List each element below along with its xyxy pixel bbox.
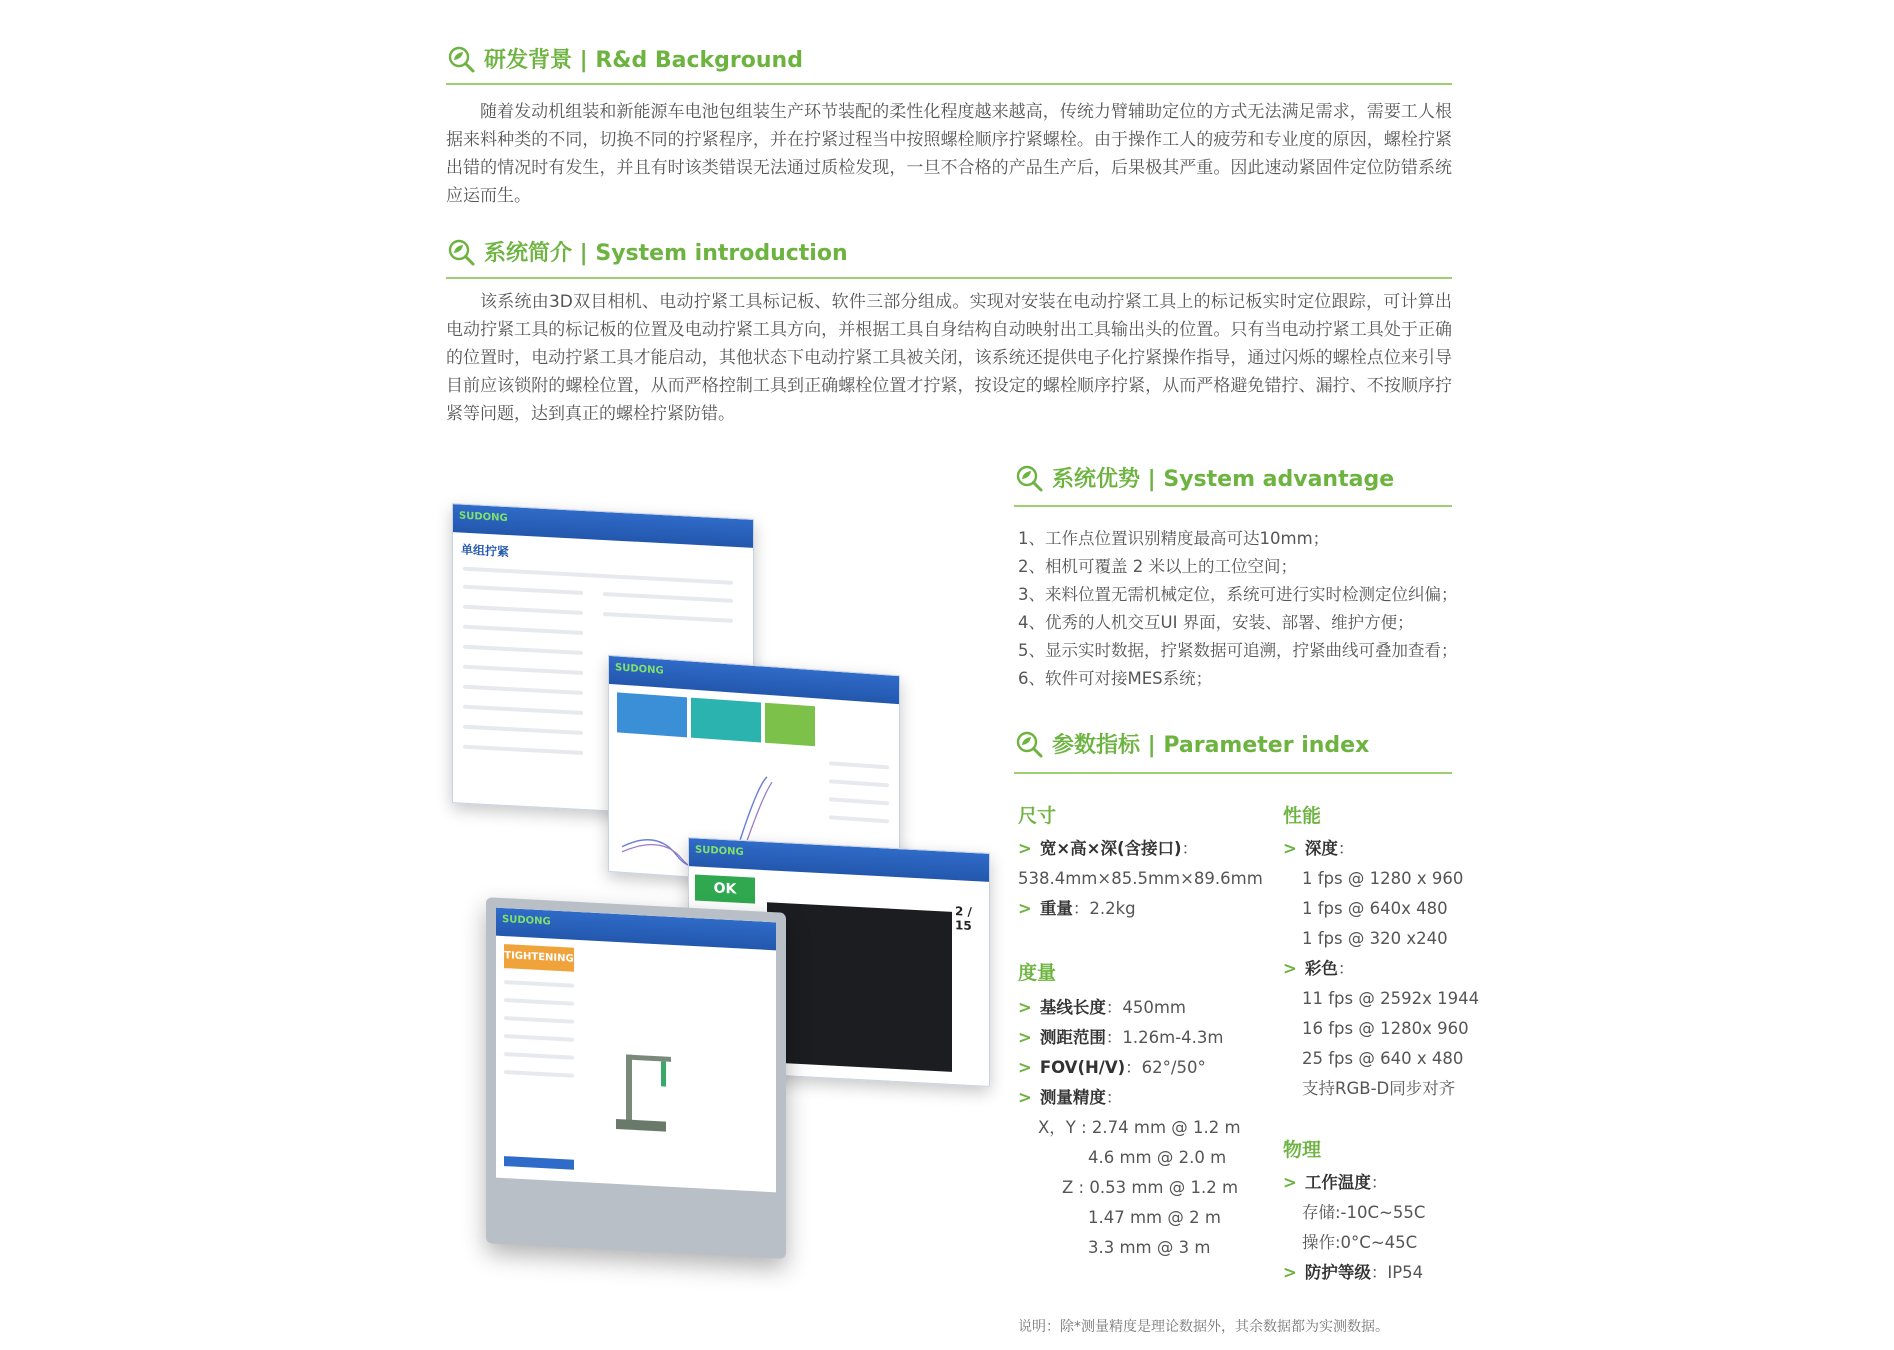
magnifier-leaf-icon <box>1014 463 1044 493</box>
robot-arm-illustration <box>606 1033 686 1137</box>
param-color: > 彩色： <box>1283 959 1355 978</box>
section-title: 参数指标 | Parameter index <box>1052 733 1370 758</box>
list-item: 1、工作点位置识别精度最高可达10mm； <box>1018 529 1330 548</box>
magnifier-leaf-icon <box>446 237 476 267</box>
screen-title: 单组拧紧 <box>461 542 510 560</box>
divider <box>446 277 1452 279</box>
section-title: 系统简介 | System introduction <box>484 241 848 266</box>
software-screens-collage <box>430 505 1000 1275</box>
sudong-logo: SUDONG <box>615 662 664 677</box>
param-baseline: > 基线长度：450mm <box>1018 998 1186 1017</box>
param-depth-mode: 1 fps @ 640x 480 <box>1302 899 1448 918</box>
param-dimensions-value: 538.4mm×85.5mm×89.6mm <box>1018 869 1263 888</box>
monitor-display <box>486 897 786 1259</box>
section-heading-advantage <box>1014 462 1394 493</box>
footnote: 说明：除*测量精度是理论数据外，其余数据都为实测数据。 <box>1018 1319 1389 1335</box>
param-fov: > FOV(H/V)：62°/50° <box>1018 1058 1206 1077</box>
param-ip-rating: > 防护等级：IP54 <box>1283 1263 1424 1282</box>
param-color-mode: 25 fps @ 640 x 480 <box>1302 1049 1464 1068</box>
sudong-logo: SUDONG <box>502 913 551 928</box>
param-depth-mode: 1 fps @ 1280 x 960 <box>1302 869 1464 888</box>
bullet-chevron-icon: > <box>1018 998 1032 1017</box>
section-title: 系统优势 | System advantage <box>1052 467 1395 492</box>
bullet-chevron-icon: > <box>1018 1058 1032 1077</box>
sudong-logo: SUDONG <box>459 510 508 525</box>
section-title: 研发背景 | R&d Background <box>484 48 803 73</box>
bullet-chevron-icon: > <box>1018 1088 1032 1107</box>
list-item: 4、优秀的人机交互UI 界面，安装、部署、维护方便； <box>1018 613 1414 632</box>
param-accuracy-xy-2: 4.6 mm @ 2.0 m <box>1088 1148 1227 1167</box>
bullet-chevron-icon: > <box>1283 839 1297 858</box>
param-accuracy-z-1: Z : 0.53 mm @ 1.2 m <box>1062 1178 1239 1197</box>
bullet-chevron-icon: > <box>1018 899 1032 918</box>
bullet-chevron-icon: > <box>1283 1173 1297 1192</box>
bolt-counter: 2 / 15 <box>955 904 972 933</box>
param-color-mode: 支持RGB-D同步对齐 <box>1302 1079 1456 1098</box>
list-item: 6、软件可对接MES系统； <box>1018 669 1213 688</box>
list-item: 2、相机可覆盖 2 米以上的工位空间； <box>1018 557 1297 576</box>
param-operation-temp: 操作:0°C~45C <box>1302 1233 1418 1252</box>
divider <box>1014 505 1452 507</box>
param-temperature: > 工作温度： <box>1283 1173 1388 1192</box>
list-item: 3、来料位置无需机械定位，系统可进行实时检测定位纠偏； <box>1018 585 1458 604</box>
list-item: 5、显示实时数据，拧紧数据可追溯，拧紧曲线可叠加查看； <box>1018 641 1458 660</box>
section-heading-parameters <box>1014 728 1369 759</box>
param-depth: > 深度： <box>1283 839 1355 858</box>
param-category-physical: 物理 <box>1283 1139 1322 1161</box>
advantage-list <box>1018 525 1458 693</box>
divider <box>1014 772 1452 774</box>
ok-status-badge: OK <box>695 874 755 903</box>
param-accuracy-xy-1: X，Y : 2.74 mm @ 1.2 m <box>1038 1118 1241 1137</box>
bullet-chevron-icon: > <box>1283 1263 1297 1282</box>
param-depth-mode: 1 fps @ 320 x240 <box>1302 929 1448 948</box>
tightening-status-badge: TIGHTENING <box>504 944 574 972</box>
param-dimensions: > 宽×高×深(含接口)： <box>1018 839 1199 858</box>
param-accuracy-z-3: 3.3 mm @ 3 m <box>1088 1238 1211 1257</box>
param-range: > 测距范围：1.26m-4.3m <box>1018 1028 1224 1047</box>
sudong-logo: SUDONG <box>695 844 744 859</box>
param-category-size: 尺寸 <box>1018 805 1057 827</box>
param-category-performance: 性能 <box>1283 805 1322 827</box>
param-accuracy: > 测量精度： <box>1018 1088 1123 1107</box>
param-accuracy-z-2: 1.47 mm @ 2 m <box>1088 1208 1221 1227</box>
background-paragraph: 随着发动机组装和新能源车电池包组装生产环节装配的柔性化程度越来越高，传统力臂辅助定位的方式无法满足需求，需要工人根据来料种类的不同，切换不同的拧紧程序，并在拧紧过程当中按照螺栓顺序拧紧螺栓。由于操作工人的疲劳和专业度的原因，螺栓拧紧出错的情况时有发生，并且有时该类错误无法通过质检发现，一旦不合格的产品生产后，后果极其严重。因此速动紧固件定位防错系统应运而生。 <box>446 102 1452 206</box>
section-heading-background <box>446 43 803 74</box>
param-color-mode: 16 fps @ 1280x 960 <box>1302 1019 1469 1038</box>
bullet-chevron-icon: > <box>1018 839 1032 858</box>
magnifier-leaf-icon <box>446 44 476 74</box>
introduction-paragraph: 该系统由3D双目相机、电动拧紧工具标记板、软件三部分组成。实现对安装在电动拧紧工具上的标记板实时定位跟踪，可计算出电动拧紧工具的标记板的位置及电动拧紧工具方向，并根据工具自身结构自动映射出工具输出头的位置。只有当电动拧紧工具处于正确的位置时，电动拧紧工具才能启动，其他状态下电动拧紧工具被关闭，该系统还提供电子化拧紧操作指导，通过闪烁的螺栓点位来引导目前应该锁附的螺栓位置，从而严格控制工具到正确螺栓位置才拧紧，按设定的螺栓顺序拧紧，从而严格避免错拧、漏拧、不按顺序拧紧等问题，达到真正的螺栓拧紧防错。 <box>446 292 1452 424</box>
param-storage-temp: 存储:-10C~55C <box>1302 1203 1426 1222</box>
bullet-chevron-icon: > <box>1018 1028 1032 1047</box>
section-heading-introduction <box>446 236 848 267</box>
divider <box>446 83 1452 85</box>
param-color-mode: 11 fps @ 2592x 1944 <box>1302 989 1480 1008</box>
param-weight: > 重量：2.2kg <box>1018 899 1136 918</box>
magnifier-leaf-icon <box>1014 729 1044 759</box>
bullet-chevron-icon: > <box>1283 959 1297 978</box>
param-category-measure: 度量 <box>1018 962 1057 984</box>
